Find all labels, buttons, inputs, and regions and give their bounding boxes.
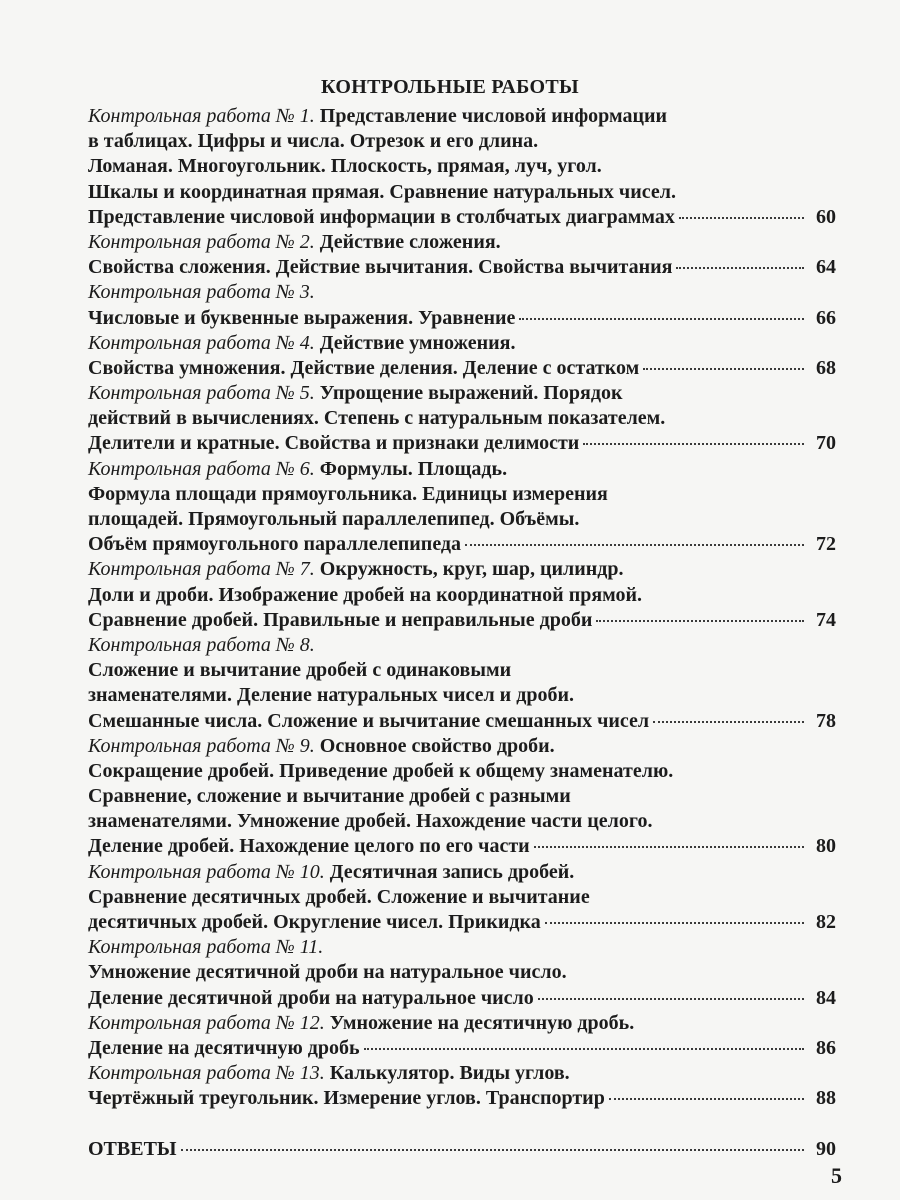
toc-page-number: 82 [816,911,836,933]
toc-entry-line [88,583,836,608]
toc-entry-text-segment: Действие умножения. [319,331,516,354]
toc-entry-text-segment: Формула площади прямоугольника. Единицы измерения [88,482,608,505]
toc-entry-label: Контрольная работа № 1. [88,105,315,127]
dot-leader [538,997,804,1000]
toc-entry-text-segment: Сравнение, сложение и вычитание дробей с разными [88,785,571,808]
toc-entry [88,280,836,330]
toc-entry [88,230,836,280]
toc-entry-text-segment: Деление на десятичную дробь [88,1036,360,1059]
toc-entry [88,1112,836,1162]
toc-entry-text-segment: Представление числовой информации в столбчатых диаграммах [88,205,675,228]
toc-entry [88,331,836,381]
toc-entry-label: Контрольная работа № 6. [88,457,315,480]
toc-entry-line [88,784,836,809]
toc-entry-text-segment: действий в вычислениях. Степень с натуральным показателем. [88,407,666,430]
toc-entry-text [88,205,675,230]
toc-page-number: 84 [816,986,836,1009]
toc-entry [88,860,836,936]
dot-leader [519,317,804,320]
toc-entry-text-segment: десятичных дробей. Округление чисел. Прикидка [88,911,541,933]
toc-entry-last-line [88,306,836,331]
toc-page-number: 64 [816,256,836,279]
toc-entry-line [88,759,836,784]
toc-page-number: 60 [816,205,836,228]
toc-entry-text-segment: Свойства умножения. Действие деления. Деление с остатком [88,356,640,379]
dot-leader [181,1148,804,1151]
toc-entry-text-segment: Формулы. Площадь. [319,457,508,480]
toc-entry-text-segment: Числовые и буквенные выражения. Уравнение [88,306,516,329]
dot-leader [534,845,804,848]
toc-entry-text-segment: Умножение десятичной дроби на натуральное число. [88,961,567,984]
toc-entry-text [88,910,541,935]
toc-entry-label: Контрольная работа № 4. [88,331,315,354]
toc-entry-label: Контрольная работа № 2. [88,230,315,253]
toc-entry-line [88,104,836,129]
toc-entry-text-segment: Чертёжный треугольник. Измерение углов. Транспортир [88,1087,605,1110]
toc-entry [88,633,836,734]
toc-entry-label: Контрольная работа № 7. [88,558,315,581]
toc-entry-text-segment: знаменателями. Умножение дробей. Нахождение части целого. [88,810,653,833]
toc-entry-line [88,960,836,985]
toc-entry-text-segment: Ломаная. Многоугольник. Плоскость, прямая, луч, угол. [88,155,602,178]
toc-entry-line [88,885,836,910]
toc-entry-line [88,633,836,658]
toc-entry-line [88,935,836,960]
toc-entry-text-segment: Объём прямоугольного параллелепипеда [88,533,462,556]
toc-entry-last-line [88,910,836,935]
dot-leader [676,266,804,269]
toc-entry-text-segment: Действие сложения. [319,230,501,253]
toc-entry-line [88,381,836,406]
toc-entry-line [88,658,836,683]
toc-entry-text [88,356,639,381]
toc-entry-text-segment: Деление дробей. Нахождение целого по его части [88,835,530,858]
toc-page-number: 70 [816,432,836,455]
toc-entry-last-line [88,1086,836,1111]
toc-entry-last-line [88,205,836,230]
toc-entry-text-segment: Доли и дроби. Изображение дробей на координатной прямой. [88,583,643,606]
toc-entry-last-line [88,986,836,1011]
toc-page-number: 80 [816,835,836,858]
toc-entry-line [88,1112,836,1137]
toc-entry-line [88,809,836,834]
toc-entry-text-segment: Калькулятор. Виды углов. [329,1062,570,1085]
toc-entry-text [88,1036,360,1061]
section-heading: КОНТРОЛЬНЫЕ РАБОТЫ [321,76,579,98]
toc-entry-line [88,860,836,885]
toc-entry-text [88,608,592,633]
toc-entry-last-line [88,608,836,633]
dot-leader [679,216,804,219]
toc-entry-line [88,406,836,431]
toc-entry-line [88,331,836,356]
toc-entry-last-line [88,356,836,381]
toc-entry [88,1061,836,1111]
toc-page-number: 72 [816,533,836,556]
toc-entry-line [88,180,836,205]
toc-entry-label: Контрольная работа № 5. [88,382,315,405]
toc-entry-last-line [88,1137,836,1162]
toc-entry [88,457,836,558]
toc-entry [88,1011,836,1061]
toc-entry-line [88,154,836,179]
toc-entry-last-line [88,1036,836,1061]
toc-entry-text [88,532,461,557]
toc-entry-text [88,431,579,456]
toc-page-number: 86 [816,1036,836,1059]
toc-entry-label: Контрольная работа № 10. [88,860,325,883]
toc-entry-label: Контрольная работа № 8. [88,633,315,656]
toc-entry-label: Контрольная работа № 12. [88,1011,325,1034]
toc-entry-text [88,306,515,331]
toc-entry-line [88,482,836,507]
toc-entry-text-segment: Деление десятичной дроби на натуральное число [88,986,534,1009]
dot-leader [364,1047,804,1050]
toc-entry-text-segment: площадей. Прямоугольный параллелепипед. Объёмы. [88,508,580,530]
toc-entry-text-segment: Основное свойство дроби. [319,734,555,757]
dot-leader [545,921,804,924]
toc-entry-line [88,457,836,482]
toc-entry-text-segment: знаменателями. Деление натуральных чисел и дроби. [88,684,574,707]
toc-entry-text [88,1137,177,1162]
toc-entry-line [88,507,836,532]
toc-entry-text-segment: Сокращение дробей. Приведение дробей к общему знаменателю. [88,759,674,782]
toc-entry-text-segment: Шкалы и координатная прямая. Сравнение натуральных чисел. [88,180,676,203]
toc-entry-text-segment: Десятичная запись дробей. [329,860,575,883]
toc-entry-line [88,683,836,708]
toc-page-number: 74 [816,608,836,631]
toc-entry-line [88,230,836,255]
toc-entry-text-segment: в таблицах. Цифры и числа. Отрезок и его длина. [88,130,539,153]
toc-entry-text [88,986,534,1011]
toc-entry-last-line [88,431,836,456]
toc-page-number: 90 [816,1137,836,1160]
toc-entry-label: Контрольная работа № 9. [88,734,315,757]
toc-entry-text-segment: Делители и кратные. Свойства и признаки делимости [88,432,580,455]
toc-entry-line [88,1061,836,1086]
toc-entry-text [88,1086,605,1111]
toc-entry-line [88,734,836,759]
toc-entry [88,381,836,457]
toc-entry [88,734,836,860]
toc-entry-text-segment: Сравнение дробей. Правильные и неправильные дроби [88,608,593,631]
toc-entry-text-segment: Представление числовой информации [319,105,668,127]
dot-leader [643,367,804,370]
toc-entry-text-segment: Умножение на десятичную дробь. [329,1011,635,1034]
toc-entry-line [88,1011,836,1036]
toc-entry-label: Контрольная работа № 11. [88,936,324,959]
dot-leader [653,720,804,723]
toc-entry-text-segment: Сравнение десятичных дробей. Сложение и вычитание [88,885,590,908]
toc-entry-line [88,129,836,154]
dot-leader [596,619,804,622]
toc-page-number: 66 [816,306,836,329]
toc-page-number: 88 [816,1087,836,1110]
toc-entry-last-line [88,532,836,557]
toc-entry-text-segment: Упрощение выражений. Порядок [319,382,623,405]
table-of-contents [88,104,836,1162]
toc-entry-text [88,834,530,859]
toc-page-number: 78 [816,709,836,732]
toc-entry-label: Контрольная работа № 13. [88,1062,325,1085]
toc-entry-text-segment: Сложение и вычитание дробей с одинаковыми [88,659,512,682]
toc-entry-text-segment: Смешанные числа. Сложение и вычитание смешанных чисел [88,709,650,732]
dot-leader [583,442,804,445]
toc-page-number: 68 [816,356,836,379]
toc-entry-last-line [88,709,836,734]
toc-entry-line [88,280,836,305]
toc-entry-text-segment: Окружность, круг, шар, цилиндр. [319,558,624,581]
toc-entry-line [88,557,836,582]
toc-entry-label: Контрольная работа № 3. [88,281,315,304]
toc-entry-text [88,255,672,280]
toc-entry-last-line [88,834,836,859]
toc-entry-last-line [88,255,836,280]
dot-leader [609,1097,804,1100]
toc-entry-text-segment: ОТВЕТЫ [88,1137,177,1160]
toc-entry-text [88,709,649,734]
dot-leader [465,543,804,546]
toc-entry [88,557,836,633]
toc-entry [88,935,836,1011]
toc-entry-text-segment: Свойства сложения. Действие вычитания. Свойства вычитания [88,256,673,279]
toc-entry [88,104,836,230]
page-number: 5 [831,1163,842,1188]
